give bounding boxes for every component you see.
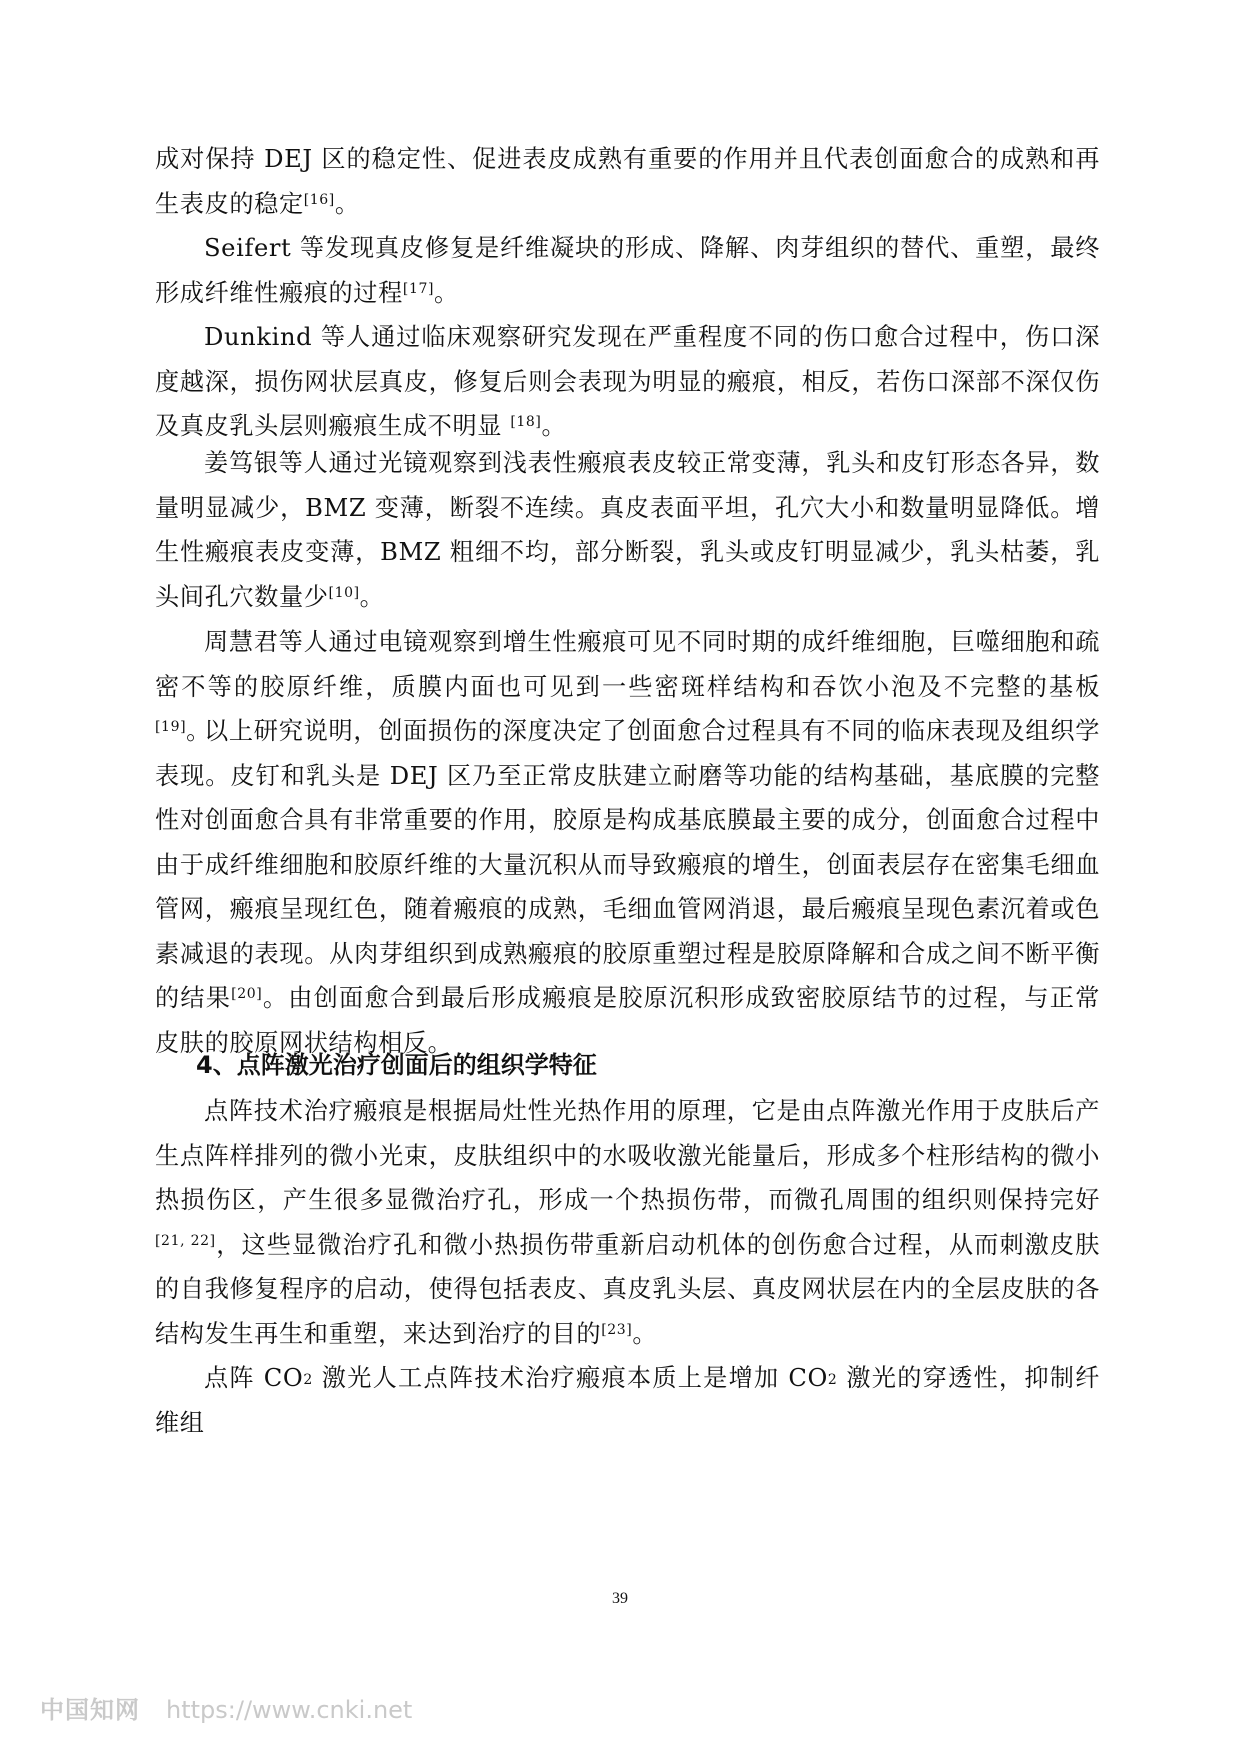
paragraph-dunkind: Dunkind 等人通过临床观察研究发现在严重程度不同的伤口愈合过程中，伤口深度越深，损伤网状层真皮，修复后则会表现为明显的瘢痕，相反，若伤口深部不深仅伤及真皮乳头层则瘢痕生成不明显 [18]。 [155,323,1100,440]
cnki-watermark [40,1690,412,1725]
section-heading: 4、点阵激光治疗创面后的组织学特征 [196,1051,597,1079]
citation-10: [10] [328,584,360,601]
subscript-2: 2 [303,1372,313,1388]
paragraph-co2-laser: 点阵 $CO_2$ 激光人工点阵技术治疗瘢痕本质上是增加 $CO_2$ 激光的穿透性，抑制纤维组 [155,1364,1100,1437]
paragraph-fractional-principle: 点阵技术治疗瘢痕是根据局灶性光热作用的原理，它是由点阵激光作用于皮肤后产生点阵样排列的微小光束，皮肤组织中的水吸收激光能量后，形成多个柱形结构的微小热损伤区，产生很多显微治疗孔，形成一个热损伤带，而微孔周围的组织则保持完好[21, 22]，这些显微治疗孔和微小热损伤带重新启动机体的创伤愈合过程，从而刺激皮肤的自我修复程序的启动，使得包括表皮、真皮乳头层、真皮网状层在内的全层皮肤的各结构发生再生和重塑，来达到治疗的目的[23]。 [155,1097,1100,1348]
citation-21-22: [21, 22] [155,1232,216,1249]
citation-19: [19] [155,719,187,735]
page-number: 39 [612,1590,628,1607]
watermark-url: https://www.cnki.net [166,1696,413,1724]
paragraph-dej-stability: 成对保持 DEJ 区的稳定性、促进表皮成熟有重要的作用并且代表创面愈合的成熟和再生表皮的稳定[16]。 [155,145,1100,218]
watermark-brand: 中国知网 [40,1696,140,1724]
paragraph-summary: 以上研究说明，创面损伤的深度决定了创面愈合过程具有不同的临床表现及组织学表现。皮钉和乳头是 DEJ 区乃至正常皮肤建立耐磨等功能的结构基础，基底膜的完整性对创面愈合具有非常重要的作用，胶原是构成基底膜最主要的成分，创面愈合过程中由于成纤维细胞和胶原纤维的大量沉积从而导致瘢痕的增生，创面表层存在密集毛细血管网，瘢痕呈现红色，随着瘢痕的成熟，毛细血管网消退，最后瘢痕呈现色素沉着或色素减退的表现。从肉芽组织到成熟瘢痕的胶原重塑过程是胶原降解和合成之间不断平衡的结果[20]。由创面愈合到最后形成瘢痕是胶原沉积形成致密胶原结节的过程，与正常皮肤的胶原网状结构相反。 [155,717,1100,1057]
citation-18: [18] [510,414,542,430]
citation-16: [16] [303,191,335,208]
subscript-2: 2 [827,1372,838,1388]
paragraph-seifert: Seifert 等发现真皮修复是纤维凝块的形成、降解、肉芽组织的替代、重塑，最终形成纤维性瘢痕的过程[17]。 [155,234,1100,307]
paragraph-jiang: 姜笃银等人通过光镜观察到浅表性瘢痕表皮较正常变薄，乳头和皮钉形态各异，数量明显减少，BMZ 变薄，断裂不连续。真皮表面平坦，孔穴大小和数量明显降低。增生性瘢痕表皮变薄，BMZ 粗细不均，部分断裂，乳头或皮钉明显减少，乳头枯萎，乳头间孔穴数量少[10]。 [155,449,1100,611]
citation-23: [23] [601,1321,633,1338]
paragraph-zhou: 周慧君等人通过电镜观察到增生性瘢痕可见不同时期的成纤维细胞，巨噬细胞和疏密不等的胶原纤维，质膜内面也可见到一些密斑样结构和吞饮小泡及不完整的基板[19]。 [155,628,1100,745]
citation-17: [17] [402,280,435,297]
citation-20: [20] [231,986,263,1002]
